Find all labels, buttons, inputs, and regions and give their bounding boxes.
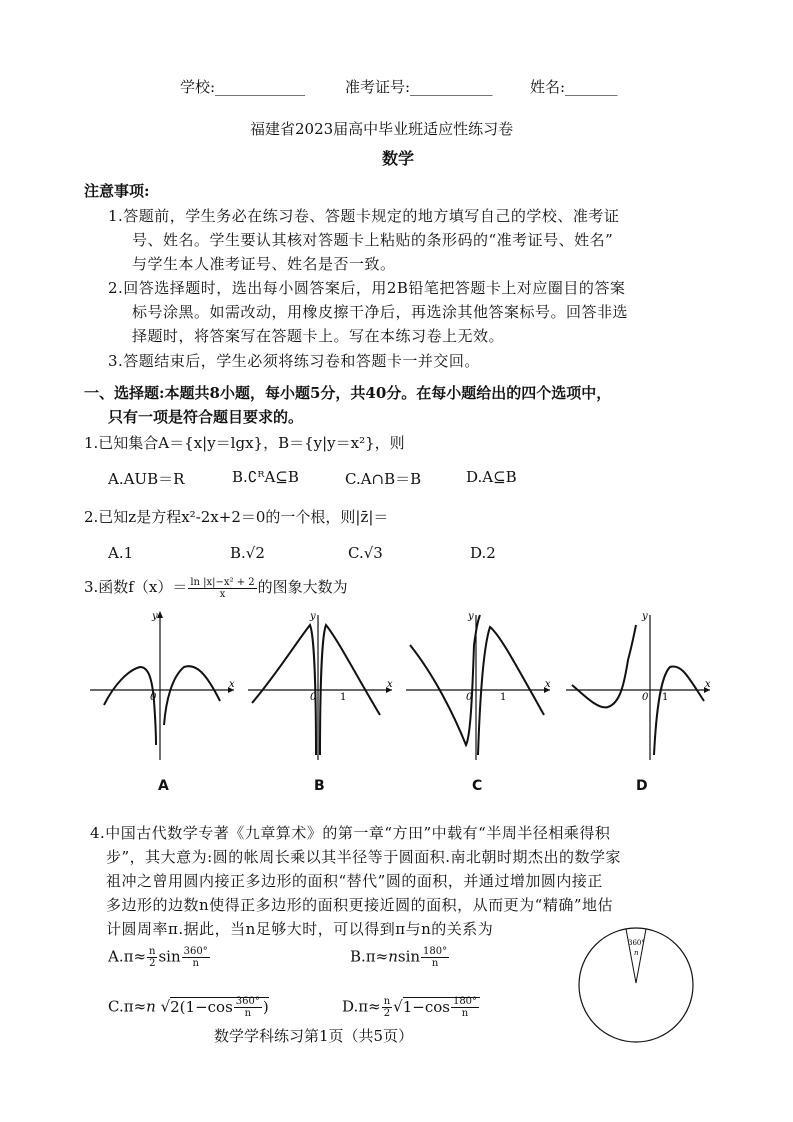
curve-right bbox=[478, 627, 544, 755]
subject-title: 数学 bbox=[382, 149, 415, 168]
notice-line: 号、姓名。学生要认其核对答题卡上粘贴的条形码的“准考证号、姓名” bbox=[132, 231, 614, 249]
origin-label: 0 bbox=[310, 692, 317, 703]
curve-left bbox=[410, 615, 480, 745]
page-footer: 数学学科练习第1页（共5页） bbox=[214, 1027, 414, 1045]
notice-line: 与学生本人准考证号、姓名是否一致。 bbox=[132, 255, 396, 273]
q4-stem-line: 步”，其大意为:圆的帐周长乘以其半径等于圆面积.南北朝时期杰出的数学家 bbox=[106, 848, 621, 866]
section-heading-cont: 只有一项是符合题目要求的。 bbox=[108, 408, 304, 426]
notice-line: 择题时，将答案写在答题卡上。写在本练习卷上无效。 bbox=[132, 327, 505, 345]
x-label: x bbox=[387, 679, 393, 690]
frac-num: n bbox=[383, 996, 391, 1007]
y-label: y bbox=[468, 611, 474, 622]
y-label: y bbox=[642, 611, 648, 622]
frac-den: n bbox=[431, 958, 439, 969]
q4-stem-line: 计圆周率π.据此，当n足够大时，可以得到π与n的关系为 bbox=[106, 920, 494, 938]
curve-left bbox=[572, 625, 636, 707]
frac-den: n bbox=[244, 1008, 252, 1019]
q3-frac-num: ln |x|−x² + 2 bbox=[190, 576, 255, 588]
school-field: 学校:____________ bbox=[180, 78, 306, 96]
q2-stem: 2.已知z是方程x²-2x+2＝0的一个根，则|z̄|＝ bbox=[84, 508, 389, 526]
curve-right bbox=[654, 666, 704, 755]
q1-option-a[interactable]: A.AUB＝R bbox=[108, 470, 185, 488]
q4-option-d[interactable]: D.π≈ $\frac{n}{2}$ √1−cos $\frac{180^\circ}{n}$ bbox=[342, 996, 480, 1019]
frac-num: 360° bbox=[183, 946, 208, 957]
frac-num: n bbox=[149, 946, 156, 957]
frac-den: 2 bbox=[149, 958, 156, 969]
notice-line: 3.答题结束后，学生必须将练习卷和答题卡一并交回。 bbox=[108, 352, 480, 370]
y-arrow-icon bbox=[157, 611, 163, 618]
frac-n-2 bbox=[147, 946, 157, 969]
q4-stem-line: 4.中国古代数学专著《九章算术》的第一章“方田”中载有“半周半径相乘得积 bbox=[90, 824, 611, 842]
frac-n-2 bbox=[382, 996, 392, 1019]
q3-fraction bbox=[188, 577, 256, 600]
q4-stem-line: 多边形的边数n使得正多边形的面积更接近圆的面积，从而更为“精确”地估 bbox=[106, 896, 614, 914]
origin-label: 0 bbox=[466, 692, 473, 703]
q3-graph-a[interactable] bbox=[88, 605, 238, 765]
q2-option-a[interactable]: A.1 bbox=[108, 544, 134, 562]
one-label: 1 bbox=[500, 692, 507, 703]
frac-den: 2 bbox=[383, 1008, 391, 1019]
graph-label-c: C bbox=[472, 778, 483, 794]
q3-stem-suffix: 的图象大数为 bbox=[257, 578, 348, 596]
frac-180-n bbox=[421, 946, 449, 969]
frac-num: 180° bbox=[452, 996, 478, 1007]
q3-graph-c[interactable] bbox=[404, 605, 554, 765]
frac-num: 180° bbox=[423, 946, 448, 957]
q2-option-d[interactable]: D.2 bbox=[470, 544, 496, 562]
origin-label: 0 bbox=[150, 692, 157, 703]
radicand: 1−cos $\frac{180^\circ}{n}$ bbox=[403, 997, 480, 1016]
one-label: 1 bbox=[340, 692, 347, 703]
q1-stem: 1.已知集合A＝{x|y＝lgx}，B＝{y|y＝x²}，则 bbox=[84, 434, 405, 452]
y-label: y bbox=[152, 611, 158, 622]
graph-label-b: B bbox=[314, 778, 325, 794]
frac-den: n bbox=[461, 1008, 469, 1019]
q4-option-a-label: A.π≈ bbox=[108, 947, 147, 966]
angle-n-label: n bbox=[634, 949, 639, 957]
q1-option-b[interactable]: B.∁ᴿA⊆B bbox=[232, 468, 299, 486]
q3-frac-den: x bbox=[219, 588, 226, 600]
q4-option-c[interactable]: C.π≈n √2(1−cos $\frac{360^\circ}{n}$ ) bbox=[108, 996, 269, 1019]
graph-label-d: D bbox=[636, 778, 648, 794]
q4-stem-line: 祖冲之曾用圆内接正多边形的面积“替代”圆的面积，并通过增加圆内接正 bbox=[106, 872, 603, 890]
q4-option-b-label: B.π≈ bbox=[350, 947, 389, 966]
frac-360-n bbox=[234, 996, 262, 1019]
q3-graph-d[interactable] bbox=[564, 605, 714, 765]
name-field: 姓名:_______ bbox=[530, 78, 618, 96]
origin-label: 0 bbox=[642, 692, 649, 703]
curve-left bbox=[104, 667, 156, 745]
section-heading: 一、选择题:本题共8小题，每小题5分，共40分。在每小题给出的四个选项中， bbox=[84, 384, 612, 402]
x-label: x bbox=[545, 679, 551, 690]
notice-line: 2.回答选择题时，选出每小圆答案后，用2B铅笔把答题卡上对应圈目的答案 bbox=[108, 279, 626, 297]
q2-option-b[interactable]: B.√2 bbox=[230, 544, 265, 562]
paper-title: 福建省2023届高中毕业班适应性练习卷 bbox=[250, 120, 514, 138]
notice-heading: 注意事项: bbox=[84, 182, 150, 200]
q1-option-d[interactable]: D.A⊆B bbox=[466, 468, 517, 486]
q3-stem bbox=[84, 576, 348, 600]
q4-option-c-label: C.π≈ bbox=[108, 997, 147, 1016]
graph-label-a: A bbox=[158, 778, 169, 794]
q3-stem-prefix: 3.函数f（x）＝ bbox=[84, 578, 188, 596]
x-label: x bbox=[705, 679, 711, 690]
q4-option-a[interactable]: A.π≈ $\frac{n}{2}$ sin $\frac{360^\circ}{n}$ bbox=[108, 946, 208, 969]
q4-option-b[interactable]: B.π≈nsin $\frac{180^\circ}{n}$ bbox=[350, 946, 448, 969]
frac-360-n bbox=[182, 946, 210, 969]
angle-label: 360° bbox=[628, 939, 645, 947]
exam-number-field: 准考证号:___________ bbox=[345, 78, 493, 96]
q1-option-c[interactable]: C.A∩B＝B bbox=[345, 470, 422, 488]
frac-num: 360° bbox=[235, 996, 260, 1007]
notice-line: 1.答题前，学生务必在练习卷、答题卡规定的地方填写自己的学校、准考证 bbox=[108, 207, 620, 225]
frac-den: n bbox=[192, 958, 199, 969]
q4-circle-figure bbox=[576, 925, 696, 1045]
q3-graph-b[interactable] bbox=[246, 605, 396, 765]
radicand: 2(1−cos $\frac{360^\circ}{n}$ ) bbox=[170, 996, 269, 1019]
q2-option-c[interactable]: C.√3 bbox=[348, 544, 383, 562]
y-label: y bbox=[310, 611, 316, 622]
x-label: x bbox=[229, 679, 235, 690]
frac-180-n bbox=[451, 996, 479, 1019]
q4-option-d-label: D.π≈ bbox=[342, 997, 381, 1016]
notice-line: 标号涂黑。如需改动，用橡皮擦干净后，再选涂其他答案标号。回答非选 bbox=[132, 303, 629, 321]
one-label: 1 bbox=[662, 692, 669, 703]
curve-right bbox=[164, 666, 220, 725]
